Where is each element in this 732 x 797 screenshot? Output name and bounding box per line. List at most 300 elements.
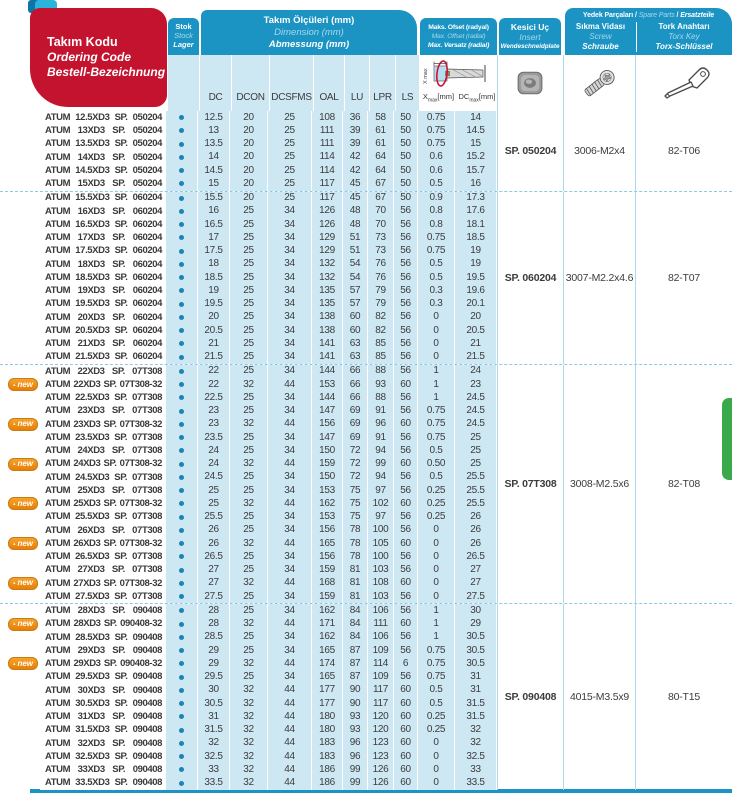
cell-xmax: 0.25: [418, 484, 455, 497]
cell-stock: [166, 245, 198, 258]
cell-oal: 168: [312, 577, 343, 590]
cell-tool-code: [40, 697, 166, 710]
code-part: ATUM: [45, 138, 71, 150]
stock-dot: [179, 168, 184, 173]
cell-dc: 29.5: [198, 671, 230, 684]
code-part: 29.5XD3: [75, 671, 110, 683]
cell-xmax: 0.5: [418, 444, 455, 457]
cell-dcsrms: 34: [268, 484, 312, 497]
cell-xmax: 0.6: [418, 164, 455, 177]
cell-stock: [166, 378, 198, 391]
cell-dc: 17.5: [198, 245, 230, 258]
table-row: [0, 151, 497, 164]
new-badge: [8, 577, 38, 590]
cell-dcsrms: 34: [268, 245, 312, 258]
cell-ls: 50: [394, 124, 418, 137]
code-part: 29XD3: [77, 644, 105, 656]
table-row: [0, 671, 497, 684]
code-part: 28XD3: [73, 618, 101, 630]
cell-dc: 24: [198, 444, 230, 457]
cell-dc: 12.5: [198, 111, 230, 124]
cell-lpr: 97: [368, 484, 394, 497]
row-gutter: [0, 631, 40, 644]
cell-xmax: 0.5: [418, 177, 455, 190]
code-part: 07T308: [132, 551, 162, 563]
new-badge: [8, 618, 38, 631]
cell-dcon: 20: [230, 164, 268, 177]
cell-dcmax: 26: [455, 511, 497, 524]
new-badge-label: new: [17, 619, 33, 629]
code-part: ATUM: [45, 498, 71, 510]
stock-label-tr: Stok: [175, 22, 192, 31]
row-gutter: [0, 431, 40, 444]
cell-ls: 60: [394, 710, 418, 723]
cell-ls: 56: [394, 564, 418, 577]
code-part: ATUM: [45, 418, 71, 430]
cell-xmax: 0.9: [418, 192, 455, 205]
stock-dot: [179, 142, 184, 147]
cell-lpr: 123: [368, 750, 394, 763]
cell-lpr: 108: [368, 577, 394, 590]
cell-dc: 21.5: [198, 351, 230, 364]
table-row: [0, 511, 497, 524]
cell-dc: 25: [198, 497, 230, 510]
cell-xmax: 0.75: [418, 657, 455, 670]
table-row: [0, 737, 497, 750]
screw-label-en: Screw: [589, 32, 612, 41]
triangle-icon: ▲: [11, 381, 17, 387]
cell-dcsrms: 34: [268, 258, 312, 271]
code-part: ATUM: [45, 524, 71, 536]
cell-ls: 60: [394, 577, 418, 590]
code-part: SP.: [103, 498, 117, 510]
code-part: 060204: [132, 232, 162, 244]
stock-dot: [179, 568, 184, 573]
cell-lu: 78: [343, 537, 368, 550]
table-row: [0, 631, 497, 644]
header-takim-kodu: Takım Kodu: [47, 35, 118, 49]
code-part: ATUM: [45, 684, 71, 696]
row-gutter: [0, 511, 40, 524]
subheader-dc: DC: [200, 55, 232, 111]
code-part: ATUM: [45, 178, 71, 190]
offset-label-de: Max. Versatz (radial): [427, 42, 490, 49]
cell-oal: 156: [312, 418, 343, 431]
cell-stock: [166, 631, 198, 644]
cell-xmax: 0.25: [418, 511, 455, 524]
cell-xmax: 0.5: [418, 684, 455, 697]
cell-stock: [166, 311, 198, 324]
cell-lpr: 117: [368, 697, 394, 710]
cell-ls: 60: [394, 458, 418, 471]
cell-xmax: 1: [418, 618, 455, 631]
cell-dc: 26.5: [198, 550, 230, 563]
cell-oal: 111: [312, 138, 343, 151]
cell-stock: [166, 777, 198, 790]
code-part: 090408: [132, 684, 162, 696]
cell-tool-code: [40, 724, 166, 737]
code-part: 30.5XD3: [75, 697, 110, 709]
table-row: [0, 231, 497, 244]
code-part: 13.5XD3: [75, 138, 110, 150]
code-part: 24XD3: [77, 445, 105, 457]
group-screw-code: 3008-M2.5x6: [563, 365, 635, 604]
cell-dcsrms: 44: [268, 777, 312, 790]
cell-tool-code: [40, 431, 166, 444]
cell-dcmax: 27: [455, 577, 497, 590]
cell-lpr: 79: [368, 284, 394, 297]
cell-lpr: 67: [368, 192, 394, 205]
cell-dcon: 25: [230, 258, 268, 271]
new-badge-label: new: [17, 498, 33, 508]
code-part: 07T308: [132, 484, 162, 496]
cell-lpr: 100: [368, 524, 394, 537]
cell-lu: 78: [343, 550, 368, 563]
cell-lpr: 93: [368, 378, 394, 391]
cell-dc: 15: [198, 177, 230, 190]
code-part: 090408-32: [120, 658, 162, 670]
cell-lu: 81: [343, 590, 368, 603]
cell-stock: [166, 471, 198, 484]
cell-ls: 60: [394, 378, 418, 391]
cell-dcmax: 25.5: [455, 471, 497, 484]
cell-ls: 56: [394, 245, 418, 258]
code-part: 060204: [132, 338, 162, 350]
cell-dcon: 25: [230, 550, 268, 563]
cell-lu: 87: [343, 657, 368, 670]
cell-dcsrms: 44: [268, 750, 312, 763]
triangle-icon: ▲: [11, 461, 17, 467]
cell-dcsrms: 34: [268, 271, 312, 284]
code-part: 12.5XD3: [75, 111, 110, 123]
subheader-oal: OAL: [314, 55, 345, 111]
table-row: [0, 391, 497, 404]
code-part: SP.: [112, 205, 126, 217]
code-part: SP.: [114, 750, 128, 762]
cell-lpr: 76: [368, 271, 394, 284]
table-row: [0, 684, 497, 697]
cell-tool-code: [40, 164, 166, 177]
cell-tool-code: [40, 577, 166, 590]
code-part: 050204: [132, 151, 162, 163]
spare-title-tr: Yedek Parçaları: [582, 12, 634, 19]
cell-lpr: 114: [368, 657, 394, 670]
code-part: 22.5XD3: [75, 392, 110, 404]
cell-lpr: 73: [368, 245, 394, 258]
code-part: SP.: [114, 271, 128, 283]
triangle-icon: ▲: [11, 540, 17, 546]
screw-icon: [579, 62, 621, 104]
stock-dot: [179, 275, 184, 280]
spare-title-de: Ersatzteile: [680, 12, 715, 19]
row-gutter: [0, 111, 40, 124]
stock-dot: [179, 581, 184, 586]
cell-ls: 56: [394, 311, 418, 324]
torx-key-icon: [656, 63, 714, 103]
row-gutter: [0, 164, 40, 177]
cell-lu: 84: [343, 631, 368, 644]
cell-dcsrms: 34: [268, 631, 312, 644]
cell-lu: 69: [343, 431, 368, 444]
cell-stock: [166, 271, 198, 284]
offset-diagram: [423, 57, 495, 91]
cell-tool-code: [40, 618, 166, 631]
cell-tool-code: [40, 324, 166, 337]
cell-lu: 72: [343, 458, 368, 471]
code-part: SP.: [114, 245, 128, 257]
cell-dc: 13.5: [198, 138, 230, 151]
cell-dcmax: 18.5: [455, 231, 497, 244]
cell-dcsrms: 44: [268, 763, 312, 776]
cell-dc: 25: [198, 484, 230, 497]
cell-stock: [166, 657, 198, 670]
stock-dot: [179, 608, 184, 613]
cell-dcsrms: 34: [268, 524, 312, 537]
cell-dcsrms: 34: [268, 444, 312, 457]
cell-stock: [166, 218, 198, 231]
cell-dcmax: 17.6: [455, 205, 497, 218]
cell-xmax: 0.75: [418, 418, 455, 431]
cell-dcon: 32: [230, 777, 268, 790]
cell-dcsrms: 44: [268, 710, 312, 723]
cell-dcmax: 25: [455, 431, 497, 444]
code-part: ATUM: [45, 125, 71, 137]
code-part: 32.5XD3: [75, 750, 110, 762]
code-part: 090408: [132, 777, 162, 789]
cell-ls: 56: [394, 284, 418, 297]
cell-tool-code: [40, 631, 166, 644]
code-part: ATUM: [45, 577, 71, 589]
cell-xmax: 0.3: [418, 284, 455, 297]
code-part: 19.5XD3: [75, 298, 110, 310]
group-rows: [0, 604, 497, 790]
cell-dcsrms: 34: [268, 231, 312, 244]
torx-label-tr: Tork Anahtarı: [658, 22, 710, 31]
diagram-xmax-label: X max: [422, 68, 429, 84]
code-part: SP.: [114, 351, 128, 363]
cell-dcsrms: 44: [268, 577, 312, 590]
code-part: SP.: [114, 551, 128, 563]
stock-dot: [179, 675, 184, 680]
cell-ls: 60: [394, 537, 418, 550]
code-part: 22XD3: [73, 378, 101, 390]
cell-tool-code: [40, 111, 166, 124]
new-badge: [8, 537, 38, 550]
cell-ls: 60: [394, 737, 418, 750]
code-part: 090408: [132, 750, 162, 762]
cell-dcon: 25: [230, 564, 268, 577]
code-part: 22XD3: [77, 365, 105, 377]
cell-dcmax: 19: [455, 258, 497, 271]
cell-oal: 177: [312, 697, 343, 710]
code-part: SP.: [114, 697, 128, 709]
cell-tool-code: [40, 604, 166, 617]
cell-tool-code: [40, 418, 166, 431]
cell-dc: 18: [198, 258, 230, 271]
table-row: [0, 604, 497, 617]
cell-lu: 99: [343, 777, 368, 790]
cell-dc: 14: [198, 151, 230, 164]
row-gutter: [0, 671, 40, 684]
screw-header: [565, 22, 637, 52]
cell-lu: 78: [343, 524, 368, 537]
cell-dcon: 25: [230, 218, 268, 231]
cell-lu: 72: [343, 471, 368, 484]
cell-stock: [166, 724, 198, 737]
cell-stock: [166, 444, 198, 457]
stock-dot: [179, 741, 184, 746]
cell-stock: [166, 324, 198, 337]
code-part: ATUM: [45, 232, 71, 244]
cell-stock: [166, 644, 198, 657]
cell-lu: 96: [343, 750, 368, 763]
code-part: SP.: [114, 164, 128, 176]
cell-ls: 56: [394, 604, 418, 617]
dimensions-header: [201, 10, 417, 55]
row-gutter: [0, 537, 40, 550]
cell-dcon: 32: [230, 618, 268, 631]
cell-dcsrms: 34: [268, 324, 312, 337]
cell-dcsrms: 44: [268, 724, 312, 737]
cell-oal: 162: [312, 604, 343, 617]
code-part: ATUM: [45, 511, 71, 523]
cell-lu: 75: [343, 484, 368, 497]
row-gutter: [0, 524, 40, 537]
cell-dcmax: 21.5: [455, 351, 497, 364]
code-part: SP.: [114, 471, 128, 483]
cell-dcmax: 25: [455, 444, 497, 457]
table-row: [0, 311, 497, 324]
cell-lu: 81: [343, 564, 368, 577]
code-part: 25XD3: [73, 498, 101, 510]
stock-header: [168, 18, 199, 55]
cell-lu: 99: [343, 763, 368, 776]
cell-lpr: 123: [368, 737, 394, 750]
stock-dot: [179, 781, 184, 786]
cell-lpr: 102: [368, 497, 394, 510]
cell-stock: [166, 365, 198, 378]
cell-dcmax: 14: [455, 111, 497, 124]
code-part: 17XD3: [77, 232, 105, 244]
cell-dcmax: 24.5: [455, 405, 497, 418]
torx-image-cell: [637, 57, 732, 109]
cell-dcon: 25: [230, 604, 268, 617]
cell-ls: 56: [394, 337, 418, 350]
row-gutter: [0, 298, 40, 311]
cell-oal: 165: [312, 671, 343, 684]
cell-lu: 48: [343, 218, 368, 231]
stock-dot: [179, 701, 184, 706]
cell-ls: 56: [394, 431, 418, 444]
row-gutter: [0, 577, 40, 590]
cell-oal: 138: [312, 324, 343, 337]
cell-dcon: 32: [230, 497, 268, 510]
cell-ls: 56: [394, 484, 418, 497]
group-torx-code: 82-T06: [635, 111, 732, 191]
cell-stock: [166, 564, 198, 577]
code-part: 090408: [132, 631, 162, 643]
cell-stock: [166, 671, 198, 684]
cell-lpr: 91: [368, 405, 394, 418]
cell-lpr: 103: [368, 590, 394, 603]
cell-stock: [166, 550, 198, 563]
code-part: 050204: [132, 138, 162, 150]
cell-dc: 22.5: [198, 391, 230, 404]
cell-lu: 69: [343, 405, 368, 418]
cell-dcsrms: 25: [268, 111, 312, 124]
row-gutter: [0, 618, 40, 631]
cell-tool-code: [40, 710, 166, 723]
code-part: ATUM: [45, 218, 71, 230]
code-part: 090408: [132, 671, 162, 683]
stock-dot: [179, 155, 184, 160]
table-row: [0, 378, 497, 391]
code-part: SP.: [112, 151, 126, 163]
group-insert-code: SP. 060204: [497, 192, 563, 364]
cell-dcsrms: 34: [268, 391, 312, 404]
cell-oal: 114: [312, 151, 343, 164]
new-badge: [8, 418, 38, 431]
cell-dc: 32: [198, 737, 230, 750]
cell-dc: 18.5: [198, 271, 230, 284]
row-gutter: [0, 151, 40, 164]
cell-dcsrms: 44: [268, 418, 312, 431]
cell-ls: 56: [394, 405, 418, 418]
cell-tool-code: [40, 497, 166, 510]
group-torx-code: 80-T15: [635, 604, 732, 790]
code-part: ATUM: [45, 471, 71, 483]
new-badge-label: new: [17, 538, 33, 548]
code-part: 07T308-32: [119, 458, 162, 470]
code-part: 050204: [132, 164, 162, 176]
cell-dcsrms: 34: [268, 431, 312, 444]
code-part: ATUM: [45, 618, 71, 630]
triangle-icon: ▲: [11, 660, 17, 666]
cell-dcmax: 20.1: [455, 298, 497, 311]
cell-dcon: 25: [230, 298, 268, 311]
cell-tool-code: [40, 218, 166, 231]
code-part: SP.: [111, 484, 125, 496]
row-gutter: [0, 124, 40, 137]
cell-dcmax: 32: [455, 724, 497, 737]
cell-dcmax: 15: [455, 138, 497, 151]
cell-dcmax: 17.3: [455, 192, 497, 205]
cell-lu: 93: [343, 724, 368, 737]
code-part: ATUM: [45, 151, 71, 163]
cell-stock: [166, 431, 198, 444]
cell-xmax: 0: [418, 763, 455, 776]
cell-lu: 66: [343, 378, 368, 391]
stock-dot: [179, 475, 184, 480]
group-screw-code: 3007-M2.2x4.6: [563, 192, 635, 364]
cell-tool-code: [40, 657, 166, 670]
stock-dot: [179, 395, 184, 400]
cell-dcmax: 19.6: [455, 284, 497, 297]
cell-dcon: 32: [230, 710, 268, 723]
tool-group: [0, 603, 732, 790]
new-badge-label: new: [17, 578, 33, 588]
spare-parts-header: [565, 8, 732, 55]
code-part: 060204: [132, 205, 162, 217]
row-gutter: [0, 192, 40, 205]
cell-xmax: 0: [418, 564, 455, 577]
code-part: ATUM: [45, 590, 71, 602]
cell-dcmax: 18.1: [455, 218, 497, 231]
cell-lu: 57: [343, 284, 368, 297]
code-part: 07T308: [132, 431, 162, 443]
code-part: SP.: [111, 564, 125, 576]
code-part: SP.: [103, 537, 117, 549]
